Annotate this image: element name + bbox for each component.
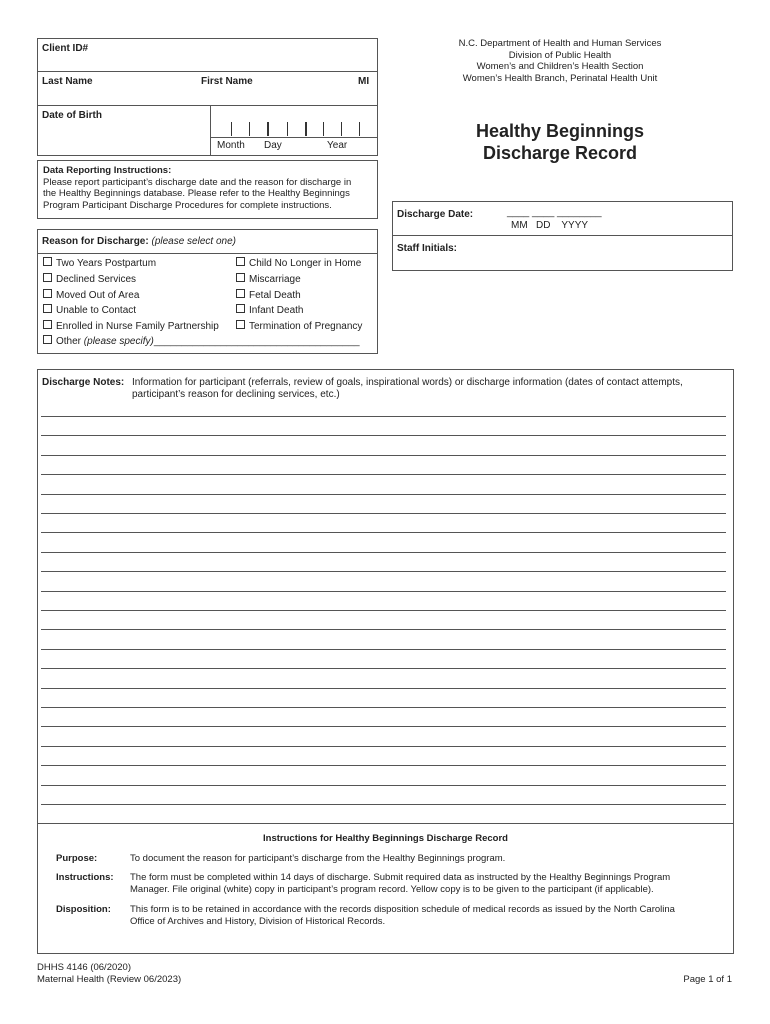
checkbox-icon[interactable] <box>43 304 52 313</box>
note-line[interactable] <box>41 610 726 611</box>
reason-option-child-no-longer-in-home[interactable]: Child No Longer in Home <box>236 256 362 272</box>
note-line[interactable] <box>41 649 726 650</box>
note-line[interactable] <box>41 435 726 436</box>
reason-left-column <box>43 256 219 335</box>
purpose-text: To document the reason for participant’s discharge from the Healthy Beginnings program. <box>130 853 506 864</box>
data-reporting-line-3: Program Participant Discharge Procedures for complete instructions. <box>43 199 332 211</box>
checkbox-icon[interactable] <box>236 289 245 298</box>
instructions-text: The form must be completed within 14 days of discharge. Submit required data as instructed by the Healthy Beginnings Program Manager. File original (white) copy in participant’s program record. Yellow copy is to be given to the participant (if applicable). <box>130 872 671 895</box>
note-line[interactable] <box>41 591 726 592</box>
footer-page-number: Page 1 of 1 <box>683 974 732 985</box>
dob-day-label: Day <box>264 140 282 151</box>
footer-review: Maternal Health (Review 06/2023) <box>37 973 182 985</box>
agency-line-3: Women’s and Children’s Health Section <box>476 61 644 72</box>
checkbox-icon[interactable] <box>43 320 52 329</box>
checkbox-icon[interactable] <box>43 257 52 266</box>
agency-line-4: Women’s Health Branch, Perinatal Health Unit <box>462 72 658 84</box>
discharge-date-format: MM DD YYYY <box>511 220 589 231</box>
checkbox-icon[interactable] <box>236 304 245 313</box>
note-line[interactable] <box>41 455 726 456</box>
reason-option-nurse-family-partnership[interactable]: Enrolled in Nurse Family Partnership <box>43 319 219 335</box>
checkbox-icon[interactable] <box>236 320 245 329</box>
data-reporting-line-2: the Healthy Beginnings database. Please refer to the Healthy Beginnings <box>43 188 350 199</box>
note-line[interactable] <box>41 571 726 572</box>
title-line-2: Discharge Record <box>482 143 638 163</box>
checkbox-icon[interactable] <box>236 273 245 282</box>
reason-heading-hint: (please select one) <box>151 236 236 247</box>
checkbox-icon[interactable] <box>43 289 52 298</box>
footer-form-info <box>37 962 181 985</box>
instructions-label: Instructions: <box>56 872 114 883</box>
staff-initials-label: Staff Initials: <box>397 243 458 254</box>
note-line[interactable] <box>41 785 726 786</box>
note-line[interactable] <box>41 416 726 417</box>
checkbox-icon[interactable] <box>236 257 245 266</box>
checkbox-icon[interactable] <box>43 273 52 282</box>
data-reporting-heading: Data Reporting Instructions: <box>43 165 172 176</box>
agency-line-2: Division of Public Health <box>508 49 612 61</box>
reason-option-other[interactable]: Other (please specify)_____________________________________ <box>43 335 360 347</box>
instructions-box <box>37 824 734 954</box>
checkbox-icon[interactable] <box>43 335 52 344</box>
dob-label: Date of Birth <box>42 110 102 121</box>
client-info-box <box>37 38 378 156</box>
disposition-label: Disposition: <box>56 904 111 915</box>
reason-right-column <box>236 256 362 335</box>
purpose-label: Purpose: <box>56 853 98 864</box>
note-line[interactable] <box>41 532 726 533</box>
disposition-text: This form is to be retained in accordance with the records disposition schedule of medical records as issued by the North Carolina Office of Archives and History, Division of Historical Records. <box>130 904 675 927</box>
client-id-field[interactable] <box>38 39 377 71</box>
note-line[interactable] <box>41 474 726 475</box>
dob-year-label: Year <box>327 140 348 151</box>
client-id-label: Client ID# <box>42 43 89 54</box>
discharge-date-box <box>392 201 733 271</box>
note-line[interactable] <box>41 746 726 747</box>
name-field[interactable] <box>38 72 377 105</box>
note-line[interactable] <box>41 765 726 766</box>
note-line[interactable] <box>41 513 726 514</box>
data-reporting-box <box>37 160 378 219</box>
reason-option-unable-to-contact[interactable]: Unable to Contact <box>43 303 219 319</box>
discharge-date-label: Discharge Date: <box>397 209 474 220</box>
agency-header <box>390 38 730 84</box>
reason-option-infant-death[interactable]: Infant Death <box>236 303 362 319</box>
reason-option-two-years-postpartum[interactable]: Two Years Postpartum <box>43 256 219 272</box>
data-reporting-line-1: Please report participant’s discharge date and the reason for discharge in <box>43 176 352 188</box>
note-line[interactable] <box>41 726 726 727</box>
reason-heading-label: Reason for Discharge: <box>42 236 149 247</box>
reason-divider <box>38 253 377 254</box>
discharge-notes-description: Information for participant (referrals, review of goals, inspirational words) or discharge information (dates of contact attempts, participant’s reason for declining services, etc.) <box>132 377 683 400</box>
reason-box <box>37 229 378 354</box>
reason-heading <box>42 236 236 247</box>
instructions-title: Instructions for Healthy Beginnings Discharge Record <box>263 833 508 844</box>
note-line[interactable] <box>41 804 726 805</box>
note-line[interactable] <box>41 688 726 689</box>
last-name-label: Last Name <box>42 76 93 87</box>
title-line-1: Healthy Beginnings <box>475 121 645 141</box>
dob-digit-ticks <box>211 122 378 136</box>
reason-option-declined-services[interactable]: Declined Services <box>43 272 219 288</box>
reason-option-fetal-death[interactable]: Fetal Death <box>236 288 362 304</box>
page-title <box>390 120 730 164</box>
agency-line-1: N.C. Department of Health and Human Services <box>458 38 662 49</box>
dob-field[interactable] <box>210 106 378 155</box>
discharge-notes-box <box>37 369 734 824</box>
reason-option-moved-out-of-area[interactable]: Moved Out of Area <box>43 288 219 304</box>
discharge-notes-label: Discharge Notes: <box>42 377 125 388</box>
note-line[interactable] <box>41 494 726 495</box>
discharge-date-field[interactable]: ____ ____ ________ <box>507 207 602 218</box>
dob-month-label: Month <box>217 140 245 151</box>
note-line[interactable] <box>41 668 726 669</box>
note-line[interactable] <box>41 707 726 708</box>
footer-form-number: DHHS 4146 (06/2020) <box>37 962 131 973</box>
note-line[interactable] <box>41 552 726 553</box>
dob-caption-line <box>211 137 378 138</box>
reason-option-miscarriage[interactable]: Miscarriage <box>236 272 362 288</box>
other-specify-field[interactable]: _____________________________________ <box>153 336 360 347</box>
staff-initials-field[interactable] <box>483 236 732 270</box>
reason-option-termination-of-pregnancy[interactable]: Termination of Pregnancy <box>236 319 362 335</box>
mi-label: MI <box>358 76 370 87</box>
first-name-label: First Name <box>201 76 253 87</box>
note-line[interactable] <box>41 629 726 630</box>
